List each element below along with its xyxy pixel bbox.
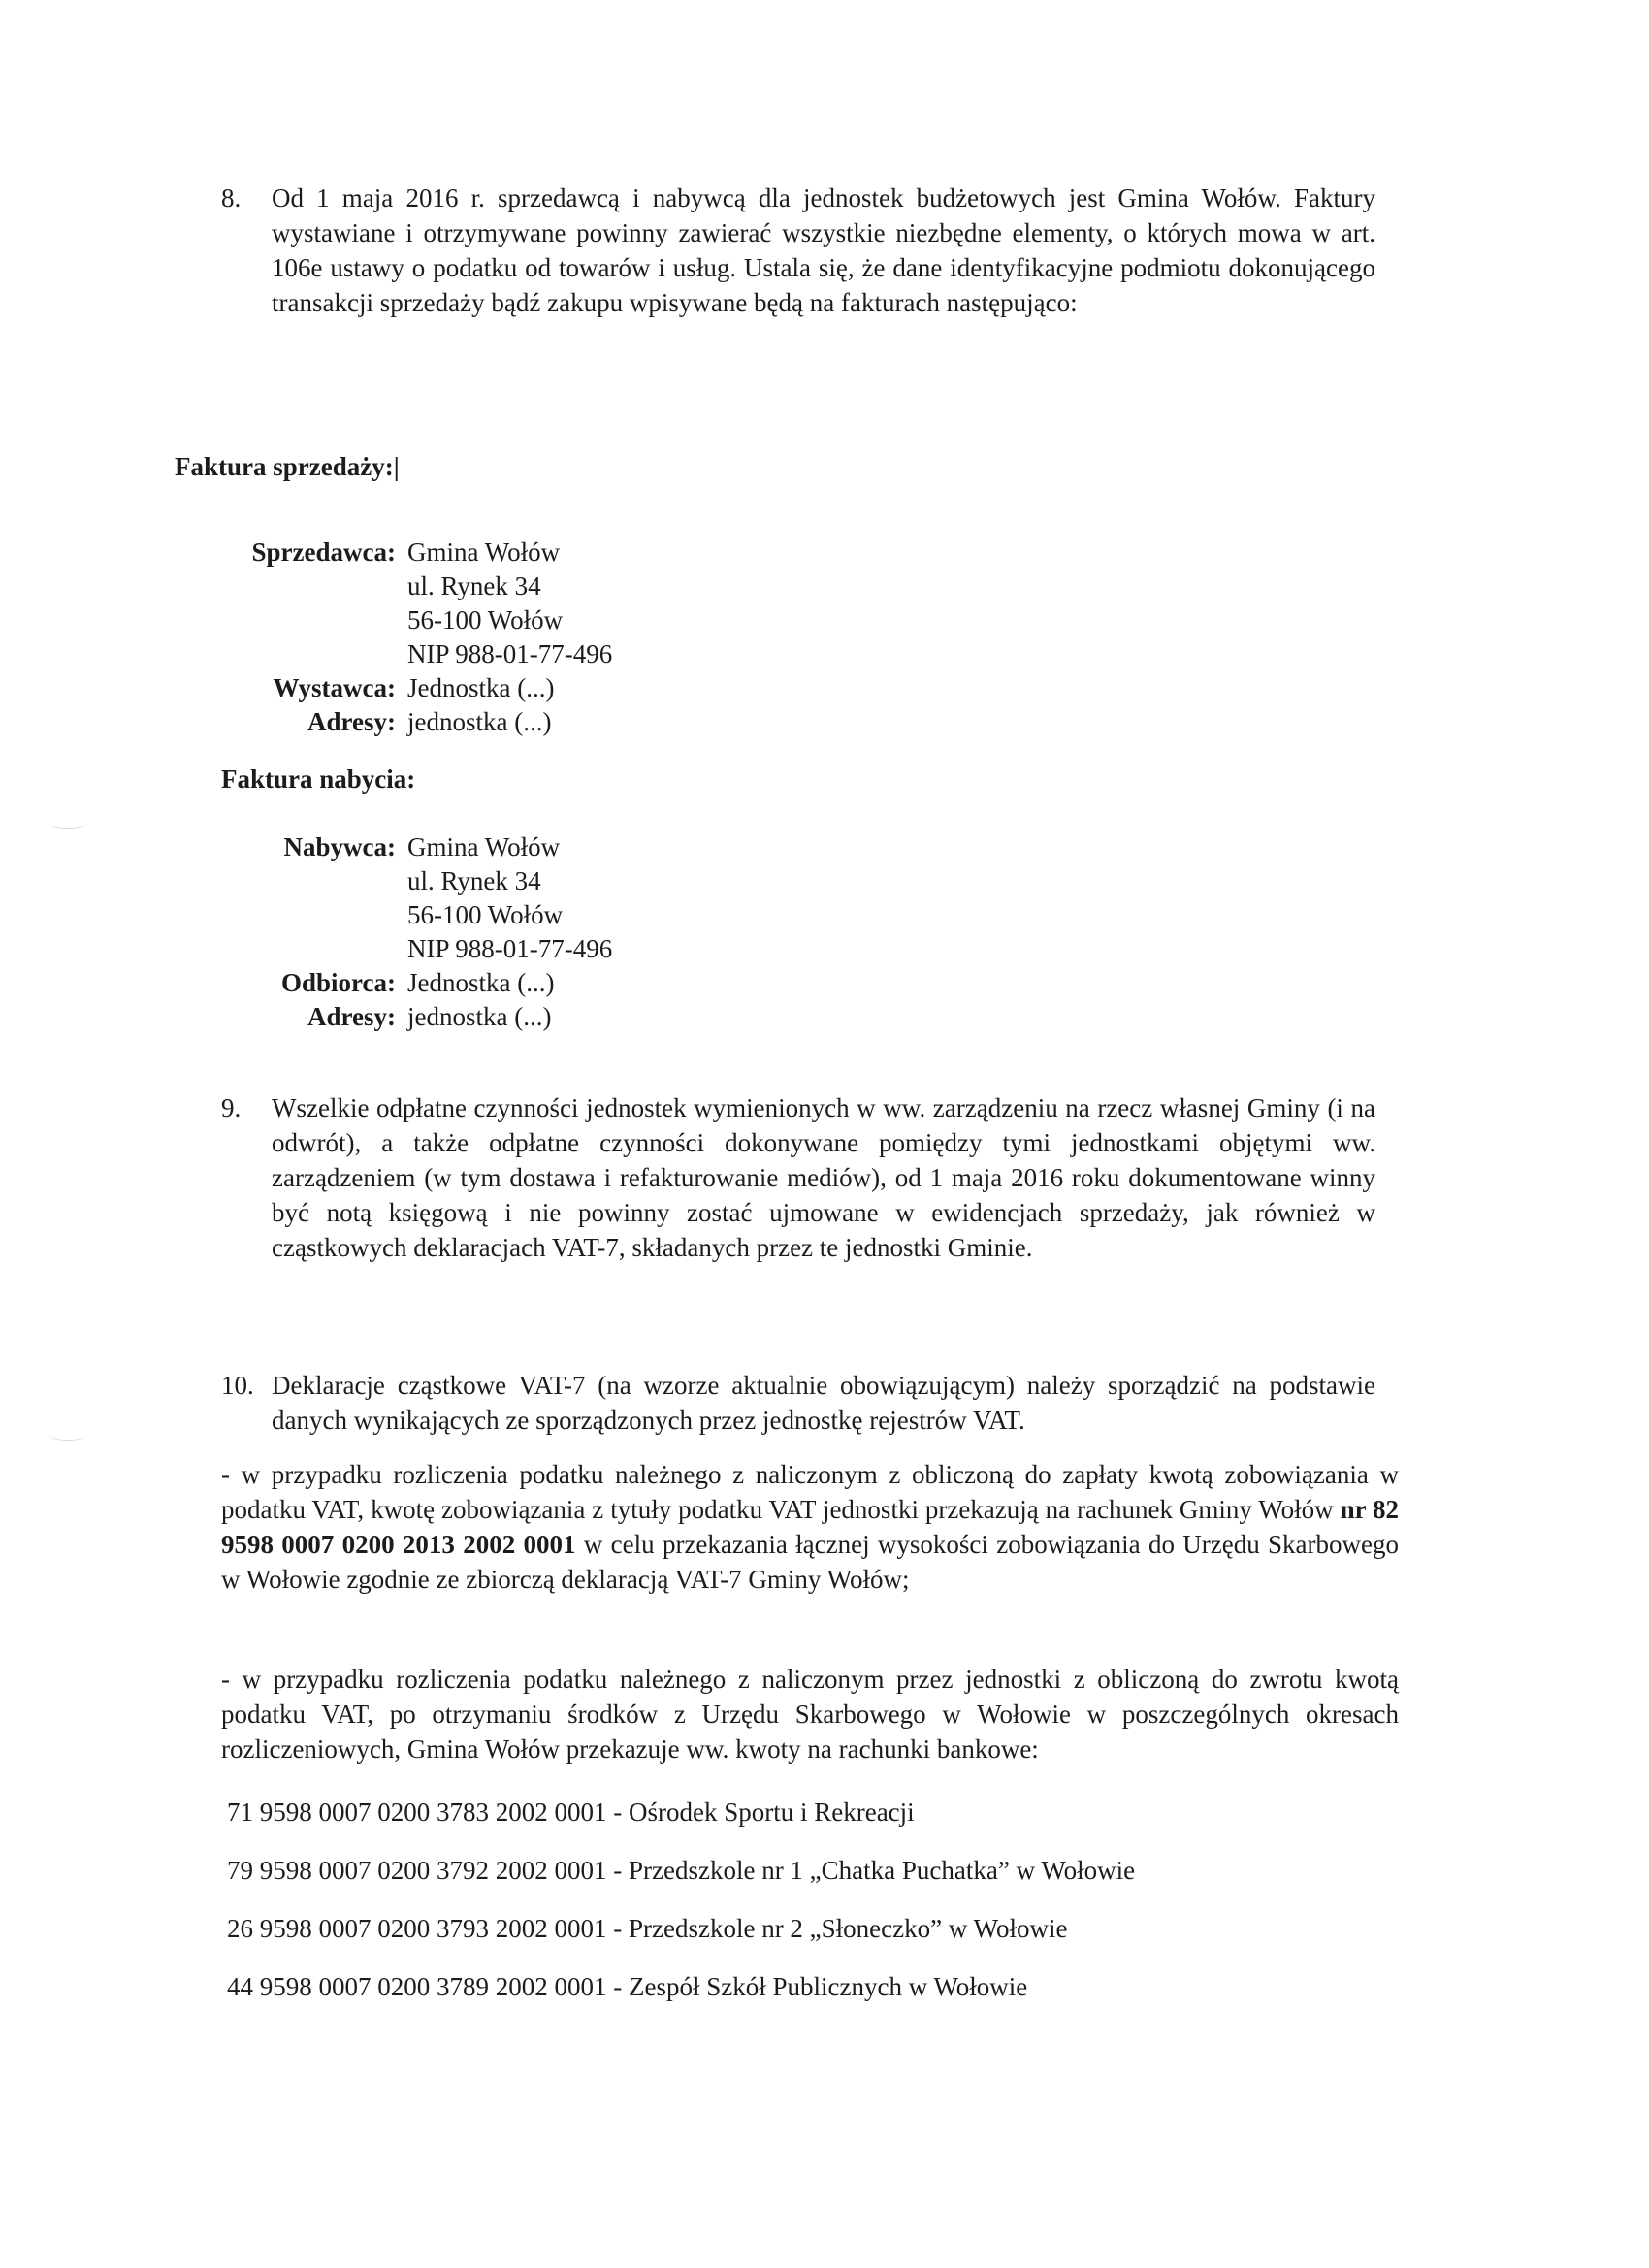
invoice-value: ul. Rynek 34 (407, 571, 541, 600)
invoice-value: Gmina Wołów (407, 832, 561, 861)
invoice-value: jednostka (...) (407, 707, 552, 736)
invoice-row (0, 966, 612, 1000)
section-9-text: Wszelkie odpłatne czynności jednostek wymienionych w ww. zarządzeniu na rzecz własnej Gminy (i na odwrót), a także odpłatne czynności dokonywane pomiędzy tymi jednostkami objętymi ww. zarządzeniem (w tym dostawa i refakturowanie mediów), od 1 maja 2016 roku dokumentowane winny być notą księgową i nie powinny zostać ujmowane w ewidencjach sprzedaży, jak również w cząstkowych deklaracjach VAT-7, składanych przez te jednostki Gminie. (272, 1093, 1375, 1262)
account-line: 26 9598 0007 0200 3793 2002 0001 - Przedszkole nr 2 „Słoneczko” w Wołowie (227, 1914, 1068, 1943)
invoice-label: Sprzedawca: (251, 537, 396, 567)
invoice-value: Jednostka (...) (407, 673, 555, 702)
invoice-value: jednostka (...) (407, 1002, 552, 1031)
invoice-row (0, 830, 612, 864)
scan-artifact (48, 1428, 87, 1441)
invoice-value: Jednostka (...) (407, 968, 555, 997)
section-9-number: 9. (221, 1093, 242, 1122)
invoice-label (0, 864, 407, 898)
invoice-label: Nabywca: (283, 832, 396, 861)
section-10-bullet-1 (221, 1457, 1399, 1597)
invoice-label: Odbiorca: (280, 968, 396, 997)
invoice-value: NIP 988-01-77-496 (407, 934, 613, 963)
bullet-2-text: - w przypadku rozliczenia podatku należnego z naliczonym przez jednostki z obliczoną do zwrotu kwotą podatku VAT, po otrzymaniu środków z Urzędu Skarbowego w Wołowie w poszczególnych okresach rozliczeniowych, Gmina Wołów przekazuje ww. kwoty na rachunki bankowe: (221, 1665, 1399, 1764)
account-line: 71 9598 0007 0200 3783 2002 0001 - Ośrodek Sportu i Rekreacji (227, 1798, 915, 1827)
invoice-value: Gmina Wołów (407, 537, 561, 567)
section-10-bullet-2 (221, 1662, 1399, 1766)
section-10 (221, 1368, 1375, 1438)
scan-artifact (48, 817, 87, 829)
section-10-text: Deklaracje cząstkowe VAT-7 (na wzorze aktualnie obowiązującym) należy sporządzić na podstawie danych wynikających ze sporządzonych przez jednostkę rejestrów VAT. (272, 1371, 1375, 1435)
invoice-row (0, 535, 612, 569)
section-10-number: 10. (221, 1371, 254, 1400)
invoice-label (0, 898, 407, 932)
invoice-value: 56-100 Wołów (407, 605, 564, 634)
invoice-row (0, 671, 612, 705)
bullet-1-text: - w przypadku rozliczenia podatku należnego z naliczonym z obliczoną do zapłaty kwotą zobowiązania w podatku VAT, kwotę zobowiązania z tytuły podatku VAT jednostki przekazują na rachunek Gminy Wołów (221, 1460, 1399, 1524)
invoice-row (0, 898, 612, 932)
invoice-label (0, 932, 407, 966)
invoice-label (0, 569, 407, 603)
faktura-nabycia-block (0, 830, 612, 1034)
invoice-label: Adresy: (307, 707, 396, 736)
invoice-row (0, 1000, 612, 1034)
invoice-row (0, 705, 612, 739)
invoice-value: NIP 988-01-77-496 (407, 639, 613, 668)
faktura-sprzedazy-block (0, 535, 612, 739)
faktura-sprzedazy-heading: Faktura sprzedaży:| (175, 452, 400, 481)
invoice-row (0, 864, 612, 898)
section-8-text: Od 1 maja 2016 r. sprzedawcą i nabywcą dla jednostek budżetowych jest Gmina Wołów. Faktury wystawiane i otrzymywane powinny zawierać wszystkie niezbędne elementy, o których mowa w art. 106e ustawy o podatku od towarów i usług. Ustala się, że dane identyfikacyjne podmiotu dokonującego transakcji sprzedaży bądź zakupu wpisywane będą na fakturach następująco: (272, 183, 1375, 317)
faktura-nabycia-heading: Faktura nabycia: (221, 764, 416, 794)
account-line: 79 9598 0007 0200 3792 2002 0001 - Przedszkole nr 1 „Chatka Puchatka” w Wołowie (227, 1856, 1136, 1885)
bullet-1-text-end: w celu przekazania łącznej wysokości zobowiązania do Urzędu Skarbowego w Wołowie zgodnie ze zbiorczą deklaracją VAT-7 Gminy Wołów; (221, 1530, 1400, 1594)
invoice-value: 56-100 Wołów (407, 900, 564, 929)
section-9 (221, 1090, 1375, 1265)
bullet-1-paragraph (221, 1457, 1399, 1597)
invoice-label (0, 603, 407, 637)
invoice-label: Adresy: (307, 1002, 396, 1031)
invoice-row (0, 637, 612, 671)
invoice-label: Wystawca: (273, 673, 396, 702)
invoice-value: ul. Rynek 34 (407, 866, 541, 895)
invoice-label (0, 637, 407, 671)
account-line: 44 9598 0007 0200 3789 2002 0001 - Zespół Szkół Publicznych w Wołowie (227, 1972, 1028, 2001)
section-8 (221, 180, 1375, 320)
gmina-account-number: nr 82 9598 0007 0200 2013 2002 0001 (221, 1495, 1399, 1559)
section-8-number: 8. (221, 183, 242, 212)
invoice-row (0, 569, 612, 603)
invoice-row (0, 603, 612, 637)
invoice-row (0, 932, 612, 966)
